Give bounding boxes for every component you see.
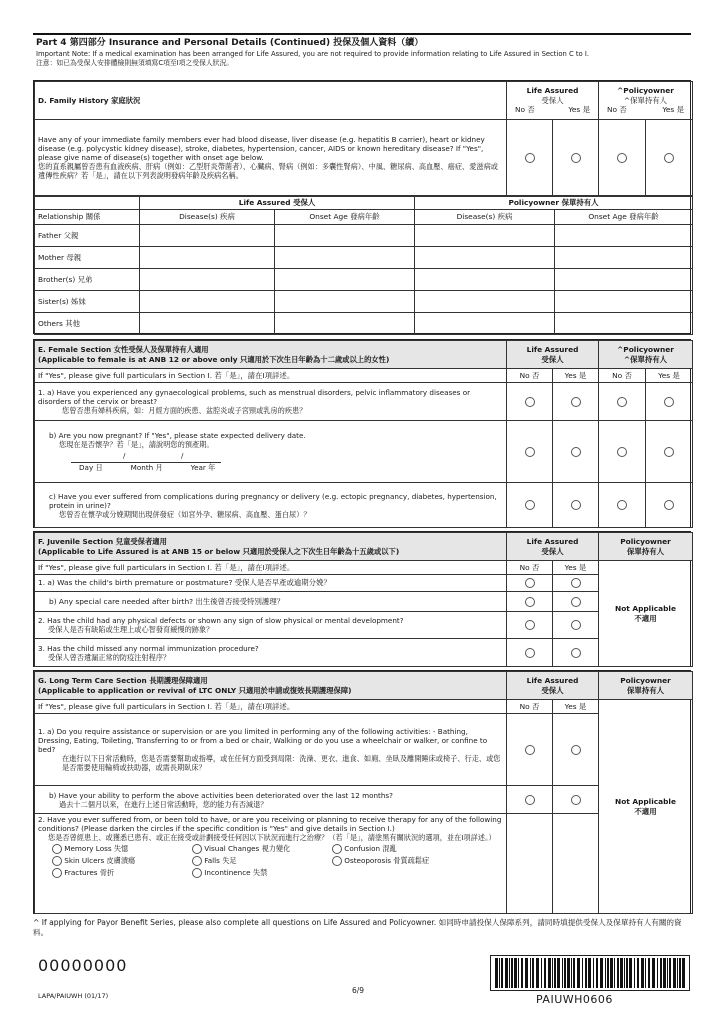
fh-input[interactable] (415, 247, 555, 269)
d-po-yes-radio[interactable] (664, 153, 674, 163)
g-q1b-en: b) Have your ability to perform the above activities been deteriorated over the last 12 months? (49, 790, 393, 800)
f-q2-yes-radio[interactable] (571, 620, 581, 630)
po-header-zh: ^保單持有人 (623, 354, 668, 364)
page-number: 6/9 (352, 986, 365, 995)
g-q1b-no-radio[interactable] (525, 795, 535, 805)
la-header: Life Assured (526, 86, 579, 96)
la-header-zh: 受保人 (541, 685, 564, 695)
part4-note-en: Important Note: If a medical examination has been arranged for Life Assured, you are not required to provide information relating to Life Assured in Section C to I. (36, 49, 590, 58)
e-q1b-la-no-radio[interactable] (525, 447, 535, 457)
fh-input[interactable] (555, 269, 693, 291)
e-q1b-po-yes-radio[interactable] (664, 447, 674, 457)
e-q1a-zh: 您曾否患有婦科疾病，如：月經方面的疾患、盆腔炎或子宮頸或乳房的疾患？ (62, 406, 307, 415)
yes-label: Yes 是 (553, 700, 599, 714)
yes-label: Yes 是 (662, 105, 684, 115)
la-header-zh: 受保人 (541, 95, 564, 105)
fh-relation: Others 其他 (35, 313, 140, 335)
barcode (490, 955, 690, 991)
f-not-applicable: Not Applicable (615, 603, 676, 613)
e-q1c-po-no-radio[interactable] (617, 500, 627, 510)
f-q3-no-radio[interactable] (525, 648, 535, 658)
fh-disease-head: Disease(s) 疾病 (140, 210, 275, 225)
part4-title: Part 4 第四部分 Insurance and Personal Details (Continued) 投保及個人資料（續） (36, 38, 424, 48)
fh-input[interactable] (275, 225, 415, 247)
condition-option[interactable]: Visual Changes 視力變化 (192, 844, 332, 854)
fh-la-head: Life Assured 受保人 (140, 197, 415, 210)
section-e (33, 339, 691, 528)
fh-input[interactable] (140, 269, 275, 291)
fh-input[interactable] (140, 313, 275, 335)
g-ifyes: If "Yes", please give full particulars in Section I. 若「是」，請在I項詳述。 (35, 700, 507, 714)
f-q3-yes-radio[interactable] (571, 648, 581, 658)
fh-input[interactable] (415, 313, 555, 335)
d-la-yes-radio[interactable] (571, 153, 581, 163)
fh-input[interactable] (555, 313, 693, 335)
part4-note-zh: 注意：如已為受保人安排體檢則無須填寫C項至I項之受保人狀況。 (36, 58, 234, 67)
d-question-zh: 您的直系親屬曾否患有血液疾病、肝病（例如：乙型肝炎帶菌者）、心臟病、腎病（例如：多囊性腎病）、中風、糖尿病、高血壓、癌症、愛滋病或遺傳性疾病？若「是」，請在以下列表說明發病年齡及疾病名稱。 (38, 162, 498, 180)
condition-option[interactable]: Confusion 混亂 (332, 844, 492, 854)
yes-label: Yes 是 (568, 105, 590, 115)
fh-input[interactable] (275, 291, 415, 313)
fh-input[interactable] (275, 247, 415, 269)
po-header: Policyowner (620, 536, 671, 546)
barcode-bars (495, 958, 685, 988)
year-label: Year 年 (190, 463, 216, 472)
e-q1a-en: 1. a) Have you experienced any gynaecological problems, such as menstrual disorders, pelvic inflammatory diseases or disorders of the cervix or breast? (38, 388, 471, 406)
g-q1a-yes-radio[interactable] (571, 745, 581, 755)
f-q1a: 1. a) Was the child's birth premature or postmature? 受保人是否早產或逾期分娩？ (35, 575, 507, 592)
month-label: Month 月 (130, 463, 163, 472)
f-q3-en: 3. Has the child missed any normal immunization procedure? (38, 643, 259, 653)
fh-disease-head: Disease(s) 疾病 (415, 210, 555, 225)
d-la-no-radio[interactable] (525, 153, 535, 163)
fh-onset-head: Onset Age 發病年齡 (555, 210, 693, 225)
fh-input[interactable] (555, 247, 693, 269)
e-q1c-zh: 您曾否在懷孕或分娩期間出現併發症（如宮外孕、糖尿病、高血壓、蛋白尿）？ (59, 509, 311, 519)
form-number: 00000000 (38, 956, 128, 975)
fh-input[interactable] (415, 225, 555, 247)
e-q1a-la-no-radio[interactable] (525, 397, 535, 407)
e-ifyes: If "Yes", please give full particulars in Section I. 若「是」，請在I項詳述。 (35, 369, 507, 383)
g-not-applicable: Not Applicable (615, 796, 676, 806)
family-history-table (34, 196, 693, 335)
section-e-subtitle: (Applicable to female is at ANB 12 or above only 只適用於下次生日年齡為十二歲或以上的女性) (38, 354, 390, 364)
fh-input[interactable] (555, 225, 693, 247)
e-q1a-po-yes-radio[interactable] (664, 397, 674, 407)
section-g-subtitle: (Applicable to application or revival of LTC ONLY 只適用於申請或復效長期護理保障) (38, 685, 352, 695)
yes-label: Yes 是 (553, 561, 599, 575)
fh-input[interactable] (415, 291, 555, 313)
f-q2-no-radio[interactable] (525, 620, 535, 630)
fh-relation: Mother 母親 (35, 247, 140, 269)
g-q1a-zh: 在進行以下日常活動時，您是否需要幫助或指導，或在任何方面受到局限：洗澡、更衣、進食、如廁、坐臥及離開睡床或椅子、行走、或您是否需要使用輪椅或扶助器，或需長期臥床？ (62, 754, 501, 772)
po-header-zh: ^保單持有人 (623, 95, 668, 105)
g-not-applicable-zh: 不適用 (634, 806, 657, 816)
top-rule (33, 33, 691, 35)
section-d-title: D. Family History 家庭狀況 (35, 82, 507, 120)
fh-relation: Father 父親 (35, 225, 140, 247)
po-header-zh: 保單持有人 (627, 685, 664, 695)
po-header: Policyowner (620, 675, 671, 685)
fh-input[interactable] (415, 269, 555, 291)
fh-input[interactable] (140, 225, 275, 247)
e-q1a-po-no-radio[interactable] (617, 397, 627, 407)
e-q1b-en: b) Are you now pregnant? If "Yes", please state expected delivery date. (49, 431, 306, 440)
e-q1c-la-no-radio[interactable] (525, 500, 535, 510)
section-f-title: F. Juvenile Section 兒童受保者適用 (38, 537, 167, 547)
e-q1b-po-no-radio[interactable] (617, 447, 627, 457)
g-q1a-no-radio[interactable] (525, 745, 535, 755)
condition-option[interactable]: Fractures 骨折 (52, 868, 192, 878)
fh-input[interactable] (275, 313, 415, 335)
fh-po-head: Policyowner 保單持有人 (415, 197, 693, 210)
no-label: No 否 (507, 561, 553, 575)
fh-rel-head: Relationship 關係 (35, 210, 140, 225)
fh-relation: Brother(s) 兄弟 (35, 269, 140, 291)
la-header-zh: 受保人 (541, 354, 564, 364)
f-q1a-no-radio[interactable] (525, 578, 535, 588)
barcode-text: PAIUWH0606 (536, 993, 613, 1006)
f-q2-en: 2. Has the child had any physical defects or shown any sign of slow physical or mental development? (38, 616, 404, 625)
po-header: ^Policyowner (617, 86, 674, 96)
no-label: No 否 (599, 369, 646, 383)
no-label: No 否 (507, 700, 553, 714)
po-header-zh: 保單持有人 (627, 546, 664, 556)
section-d (33, 80, 691, 334)
e-q1c-po-yes-radio[interactable] (664, 500, 674, 510)
e-q1c-en: c) Have you ever suffered from complications during pregnancy or delivery (e.g. ectopic pregnancy, diabetes, hypertension, protein in urine)? (49, 491, 497, 510)
f-q1a-yes-radio[interactable] (571, 578, 581, 588)
condition-option[interactable]: Skin Ulcers 皮膚潰瘍 (52, 856, 192, 866)
fh-input[interactable] (140, 247, 275, 269)
g-q1b-yes-radio[interactable] (571, 795, 581, 805)
f-ifyes: If "Yes", please give full particulars in Section I. 若「是」，請在I項詳述。 (35, 561, 507, 575)
e-q1b-zh: 您現在是否懷孕？若「是」，請說明您的預產期。 (59, 440, 214, 449)
no-label: No 否 (515, 105, 535, 115)
fh-onset-head: Onset Age 發病年齡 (275, 210, 415, 225)
condition-option[interactable]: Falls 失足 (192, 856, 332, 866)
section-g-title: G. Long Term Care Section 長期護理保障適用 (38, 676, 208, 686)
f-q1b-yes-radio[interactable] (571, 597, 581, 607)
part4-header (36, 38, 688, 67)
section-e-title: E. Female Section 女性受保人及保單持有人適用 (38, 345, 209, 355)
f-q3-zh: 受保人曾否遺漏正常的防疫注射程序？ (48, 652, 171, 662)
section-f-subtitle: (Applicable to Life Assured is at ANB 15 or below 只適用於受保人之下次生日年齡為十五歲或以下) (38, 546, 400, 556)
la-header: Life Assured (526, 675, 579, 685)
yes-label: Yes 是 (553, 369, 599, 383)
la-header-zh: 受保人 (541, 546, 564, 556)
condition-option[interactable]: Memory Loss 失憶 (52, 844, 192, 854)
form-code: LAPA/PAIUWH (01/17) (38, 992, 109, 1000)
d-po-no-radio[interactable] (617, 153, 627, 163)
e-q1a-la-yes-radio[interactable] (571, 397, 581, 407)
f-not-applicable-zh: 不適用 (634, 613, 657, 623)
f-q1b-no-radio[interactable] (525, 597, 535, 607)
g-q2-zh: 您是否曾經患上、或獲悉已患有、或正在接受或計劃接受任何因以下狀況而進行之治療？（若「是」，請塗黑有關狀況的選項，並在I項詳述。） (48, 833, 496, 842)
delivery-date-field[interactable]: / / (71, 455, 221, 463)
la-header: Life Assured (526, 536, 579, 546)
day-label: Day 日 (79, 463, 103, 472)
no-label: No 否 (607, 105, 627, 115)
d-question-en: Have any of your immediate family members ever had blood disease, liver disease (e.g. hepatitis B carrier), heart or kidney disease (e.g. polycystic kidney disease), stroke, diabetes, hypertension, cancer, AIDS or known hereditary disease? If "Yes", please give name of disease(s) together with onset age below. (38, 135, 485, 162)
f-q1b: b) Any special care needed after birth? 出生後曾否接受特別護理？ (35, 592, 507, 612)
e-q1b-la-yes-radio[interactable] (571, 447, 581, 457)
section-g (33, 670, 691, 914)
section-f (33, 531, 691, 667)
fh-input[interactable] (275, 269, 415, 291)
e-q1c-la-yes-radio[interactable] (571, 500, 581, 510)
g-q2-en: 2. Have you ever suffered from, or been told to have, or are you receiving or planning to receive therapy for any of the following conditions? (Please darken the circles if the specific condition is "Yes" and give details in Section I.) (38, 815, 502, 833)
g-q1a-en: 1. a) Do you require assistance or supervision or are you limited in performing any of the following activities: - Bathing, Dressing, Eating, Toileting, Transferring to or from a bed or chair, Walking or do you use a wheelchair or walker, or confine to bed? (38, 727, 488, 754)
fh-relation: Sister(s) 姊妹 (35, 291, 140, 313)
yes-label: Yes 是 (646, 369, 693, 383)
g-q1b-zh: 過去十二個月以來，在進行上述日常活動時，您的能力有否減退？ (59, 799, 268, 809)
fh-input[interactable] (140, 291, 275, 313)
fh-input[interactable] (555, 291, 693, 313)
condition-grid (52, 844, 503, 878)
condition-option[interactable]: Incontinence 失禁 (192, 868, 332, 878)
no-label: No 否 (507, 369, 553, 383)
f-q2-zh: 受保人是否有缺陷或生理上或心智發育緩慢的跡象？ (48, 625, 214, 634)
footnote: ^ If applying for Payor Benefit Series, please also complete all questions on Life Assured and Policyowner. 如同時申請投保人保障系列，請同時填提供受保人及保單持有人有關的資料。 (33, 918, 682, 938)
po-header: ^Policyowner (617, 344, 674, 354)
condition-option[interactable]: Osteoporosis 骨質疏鬆症 (332, 856, 492, 866)
la-header: Life Assured (526, 344, 579, 354)
